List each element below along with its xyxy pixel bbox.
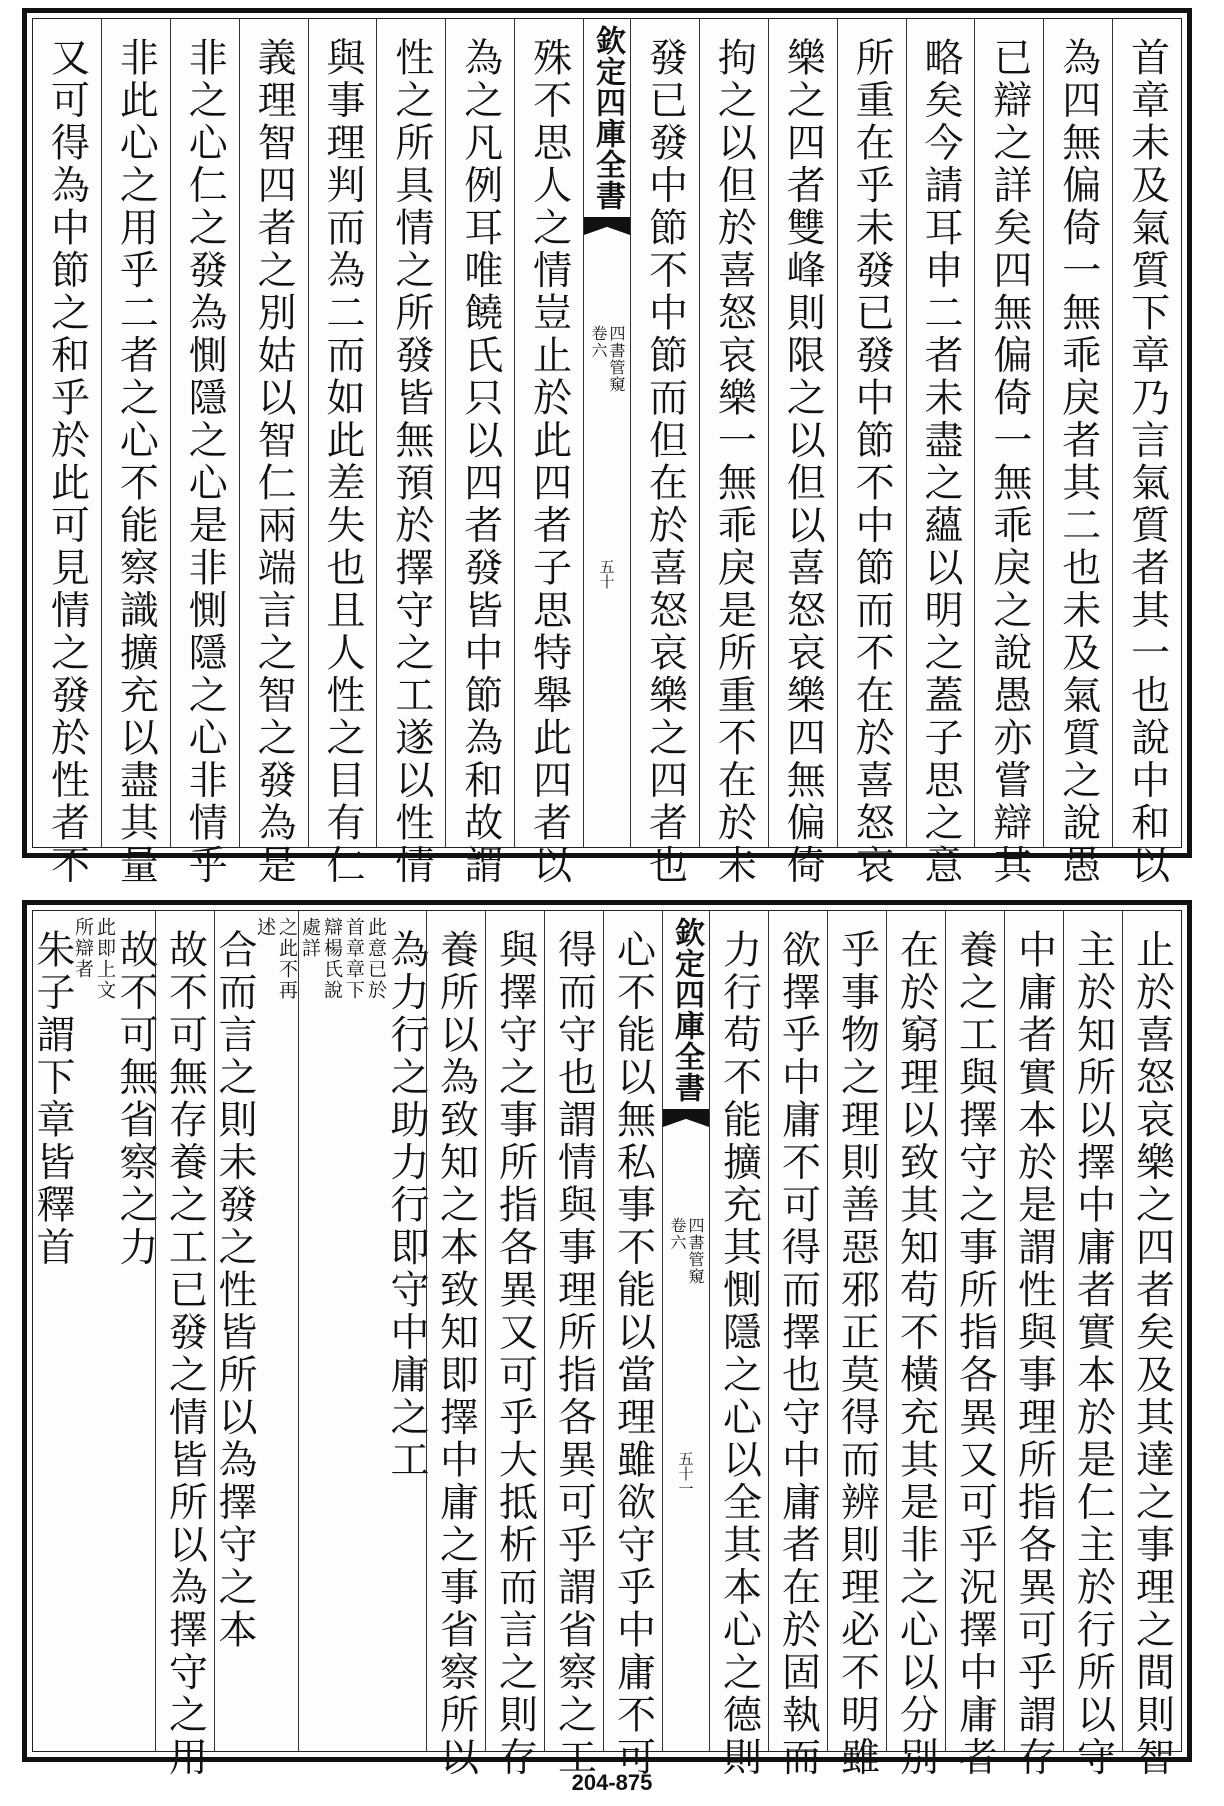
upper-page bbox=[22, 8, 1192, 887]
page-center-heart bbox=[662, 911, 709, 1751]
main-text: 故不可無省察之力 bbox=[113, 929, 158, 1269]
page-center-heart bbox=[583, 19, 630, 847]
text-column-with-note bbox=[30, 911, 158, 1751]
annotation-note: 此即上文所辯者 bbox=[72, 917, 116, 1001]
text-column: 在於窮理以致其知苟不橫充其是非之心以分別 bbox=[886, 911, 945, 1751]
lower-page bbox=[22, 900, 1192, 1779]
text-column: 養所以為致知之本致知即擇中庸之事省察所以 bbox=[426, 911, 485, 1751]
text-column: 主於知所以擇中庸者實本於是仁主於行所以守 bbox=[1063, 911, 1122, 1751]
text-column: 故不可無存養之工已發之情皆所以為擇守之用 bbox=[155, 911, 214, 1751]
annotation-note: 之此不再述 bbox=[254, 917, 298, 1001]
text-column-with-note bbox=[214, 911, 298, 1751]
fishtail-mark bbox=[663, 1109, 709, 1127]
text-column: 義理智四者之別姑以智仁兩端言之智之發為是 bbox=[239, 19, 308, 847]
text-column: 殊不思人之情豈止於此四者子思特舉此四者以 bbox=[514, 19, 583, 847]
text-column: 得而守也謂情與事理所指各異可乎謂省察之工 bbox=[544, 911, 603, 1751]
main-text: 合而言之則未發之性皆所以為擇守之本 bbox=[212, 929, 257, 1652]
text-column: 已辯之詳矣四無偏倚一無乖戾之說愚亦嘗辯其 bbox=[974, 19, 1043, 847]
upper-page-frame bbox=[32, 18, 1182, 887]
text-column: 中庸者實本於是謂性與事理所指各異可乎謂存 bbox=[1004, 911, 1063, 1751]
text-column: 非此心之用乎二者之心不能察識擴充以盡其量 bbox=[101, 19, 170, 847]
text-column: 與事理判而為二而如此差失也且人性之目有仁 bbox=[308, 19, 377, 847]
text-column: 所重在乎未發已發中節不中節而不在於喜怒哀 bbox=[837, 19, 906, 847]
text-column: 發已發中節不中節而但在於喜怒哀樂之四者也 bbox=[630, 19, 699, 847]
book-title: 欽定四庫全書 bbox=[590, 25, 625, 211]
text-column: 為之凡例耳唯饒氏只以四者發皆中節為和故謂 bbox=[445, 19, 514, 847]
text-column: 與擇守之事所指各異又可乎大抵析而言之則存 bbox=[485, 911, 544, 1751]
text-column: 首章未及氣質下章乃言氣質者其一也說中和以 bbox=[1112, 19, 1181, 847]
text-column: 非之心仁之發為惻隱之心是非惻隱之心非情乎 bbox=[170, 19, 239, 847]
book-title: 欽定四庫全書 bbox=[669, 917, 704, 1103]
text-column: 性之所具情之所發皆無預於擇守之工遂以性情 bbox=[376, 19, 445, 847]
fishtail-mark bbox=[584, 217, 630, 235]
folio-number: 五十 bbox=[597, 559, 616, 589]
lower-page-frame bbox=[30, 910, 1182, 1779]
text-column: 止於喜怒哀樂之四者矣及其達之事理之間則智 bbox=[1122, 911, 1181, 1751]
text-column: 力行苟不能擴充其惻隱之心以全其本心之德則 bbox=[709, 911, 768, 1751]
folio-number: 五十一 bbox=[676, 1451, 695, 1496]
page-number-footer: 204-875 bbox=[571, 1770, 653, 1795]
text-column: 樂之四者雙峰則限之以但以喜怒哀樂四無偏倚 bbox=[768, 19, 837, 847]
annotation-note: 此意已於首章章下辯楊氏說處詳 bbox=[299, 917, 387, 1001]
text-column: 拘之以但於喜怒哀樂一無乖戾是所重不在於未 bbox=[699, 19, 768, 847]
text-column: 乎事物之理則善惡邪正莫得而辨則理必不明雖 bbox=[827, 911, 886, 1751]
text-column: 欲擇乎中庸不可得而擇也守中庸者在於固執而 bbox=[768, 911, 827, 1751]
main-text: 為力行之助力行即守中庸之工 bbox=[384, 929, 429, 1482]
text-column: 略矣今請耳申二者未盡之蘊以明之蓋子思之意 bbox=[906, 19, 975, 847]
text-column: 心不能以無私事不能以當理雖欲守乎中庸不可 bbox=[603, 911, 662, 1751]
text-column: 為四無偏倚一無乖戾者其二也未及氣質之說愚 bbox=[1043, 19, 1112, 847]
text-column: 又可得為中節之和乎於此可見情之發於性者不 bbox=[44, 37, 90, 887]
text-column-with-note bbox=[298, 911, 429, 1751]
text-column: 養之工與擇守之事所指各異又可乎況擇中庸者 bbox=[945, 911, 1004, 1751]
main-text: 朱子謂下章皆釋首 bbox=[30, 929, 75, 1269]
chapter-title: 四書管窺 卷六 bbox=[589, 325, 626, 393]
chapter-title: 四書管窺 卷六 bbox=[668, 1217, 705, 1285]
